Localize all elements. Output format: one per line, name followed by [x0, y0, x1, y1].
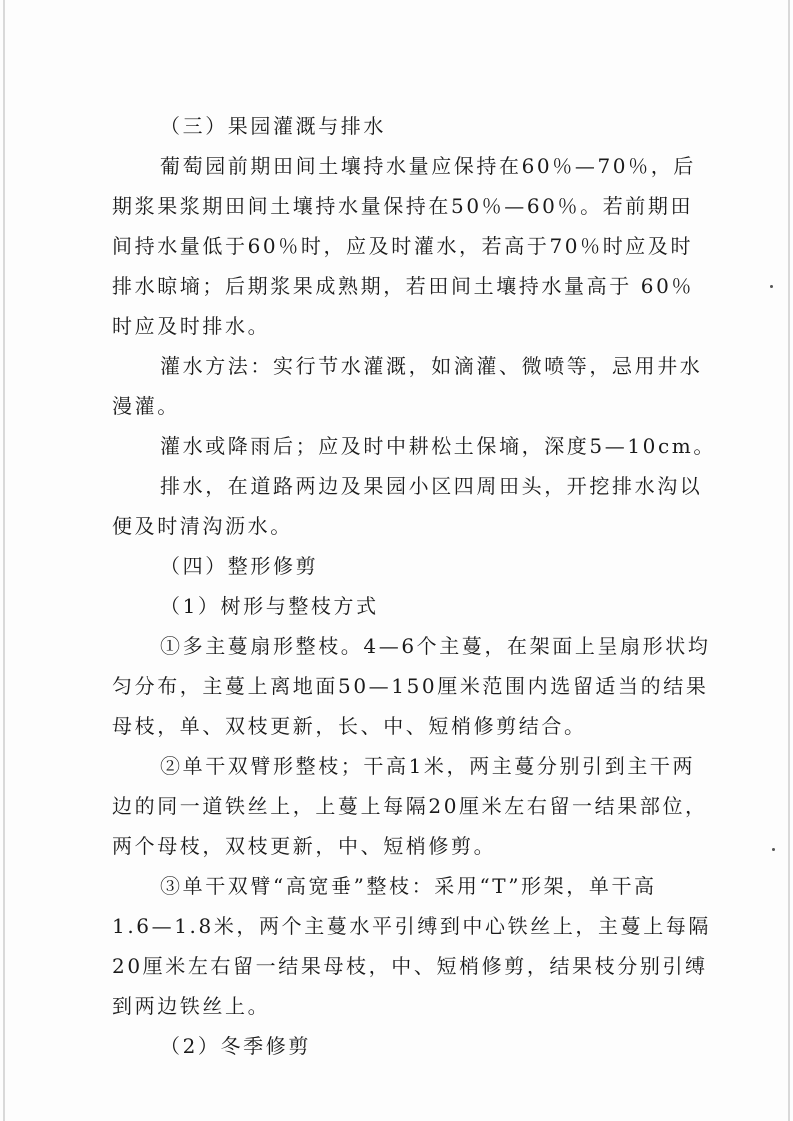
- paragraph-line: 葡萄园前期田间土壤持水量应保持在60％—70％，后: [160, 154, 696, 178]
- paragraph-line: 20厘米左右留一结果母枝，中、短梢修剪，结果枝分别引缚: [112, 954, 708, 978]
- paragraph-line: ①多主蔓扇形整枝。4—6个主蔓，在架面上呈扇形状均: [160, 634, 711, 658]
- paragraph-line: 边的同一道铁丝上，上蔓上每隔20厘米左右留一结果部位，: [112, 794, 708, 818]
- page-left-edge: [3, 0, 5, 1121]
- paragraph-line: 便及时清沟沥水。: [112, 514, 293, 538]
- scan-speck: [770, 285, 773, 288]
- subsection-heading-tree-shape: （1）树形与整枝方式: [160, 594, 379, 618]
- paragraph-line: 1.6—1.8米，两个主蔓水平引缚到中心铁丝上，主蔓上每隔: [112, 914, 712, 938]
- paragraph-line: 两个母枝，双枝更新，中、短梢修剪。: [112, 834, 497, 858]
- paragraph-line: 间持水量低于60％时，应及时灌水，若高于70％时应及时: [112, 234, 694, 258]
- paragraph-line: 排水晾墒；后期浆果成熟期，若田间土壤持水量高于 60％: [112, 274, 695, 298]
- paragraph-line: 灌水方法：实行节水灌溉，如滴灌、微喷等，忌用井水: [160, 354, 703, 378]
- paragraph-line: 期浆果浆期田间土壤持水量保持在50％—60％。若前期田: [112, 194, 694, 218]
- section-heading-irrigation: （三）果园灌溉与排水: [160, 114, 386, 138]
- paragraph-line: 到两边铁丝上。: [112, 994, 271, 1018]
- paragraph-line: 灌水或降雨后；应及时中耕松土保墒，深度5—10cm。: [160, 434, 716, 458]
- paragraph-line: 时应及时排水。: [112, 314, 271, 338]
- paragraph-line: 排水，在道路两边及果园小区四周田头，开挖排水沟以: [160, 474, 703, 498]
- paragraph-line: ③单干双臂“高宽垂”整枝：采用“T”形架，单干高: [160, 874, 657, 898]
- paragraph-line: ②单干双臂形整枝；干高1米，两主蔓分别引到主干两: [160, 754, 696, 778]
- scan-speck: [772, 848, 775, 851]
- paragraph-line: 漫灌。: [112, 394, 180, 418]
- page-right-edge: [788, 0, 790, 1121]
- paragraph-line: 匀分布，主蔓上离地面50—150厘米范围内选留适当的结果: [112, 674, 709, 698]
- subsection-heading-winter-pruning: （2）冬季修剪: [160, 1034, 311, 1058]
- paragraph-line: 母枝，单、双枝更新，长、中、短梢修剪结合。: [112, 714, 587, 738]
- section-heading-pruning: （四）整形修剪: [160, 554, 319, 578]
